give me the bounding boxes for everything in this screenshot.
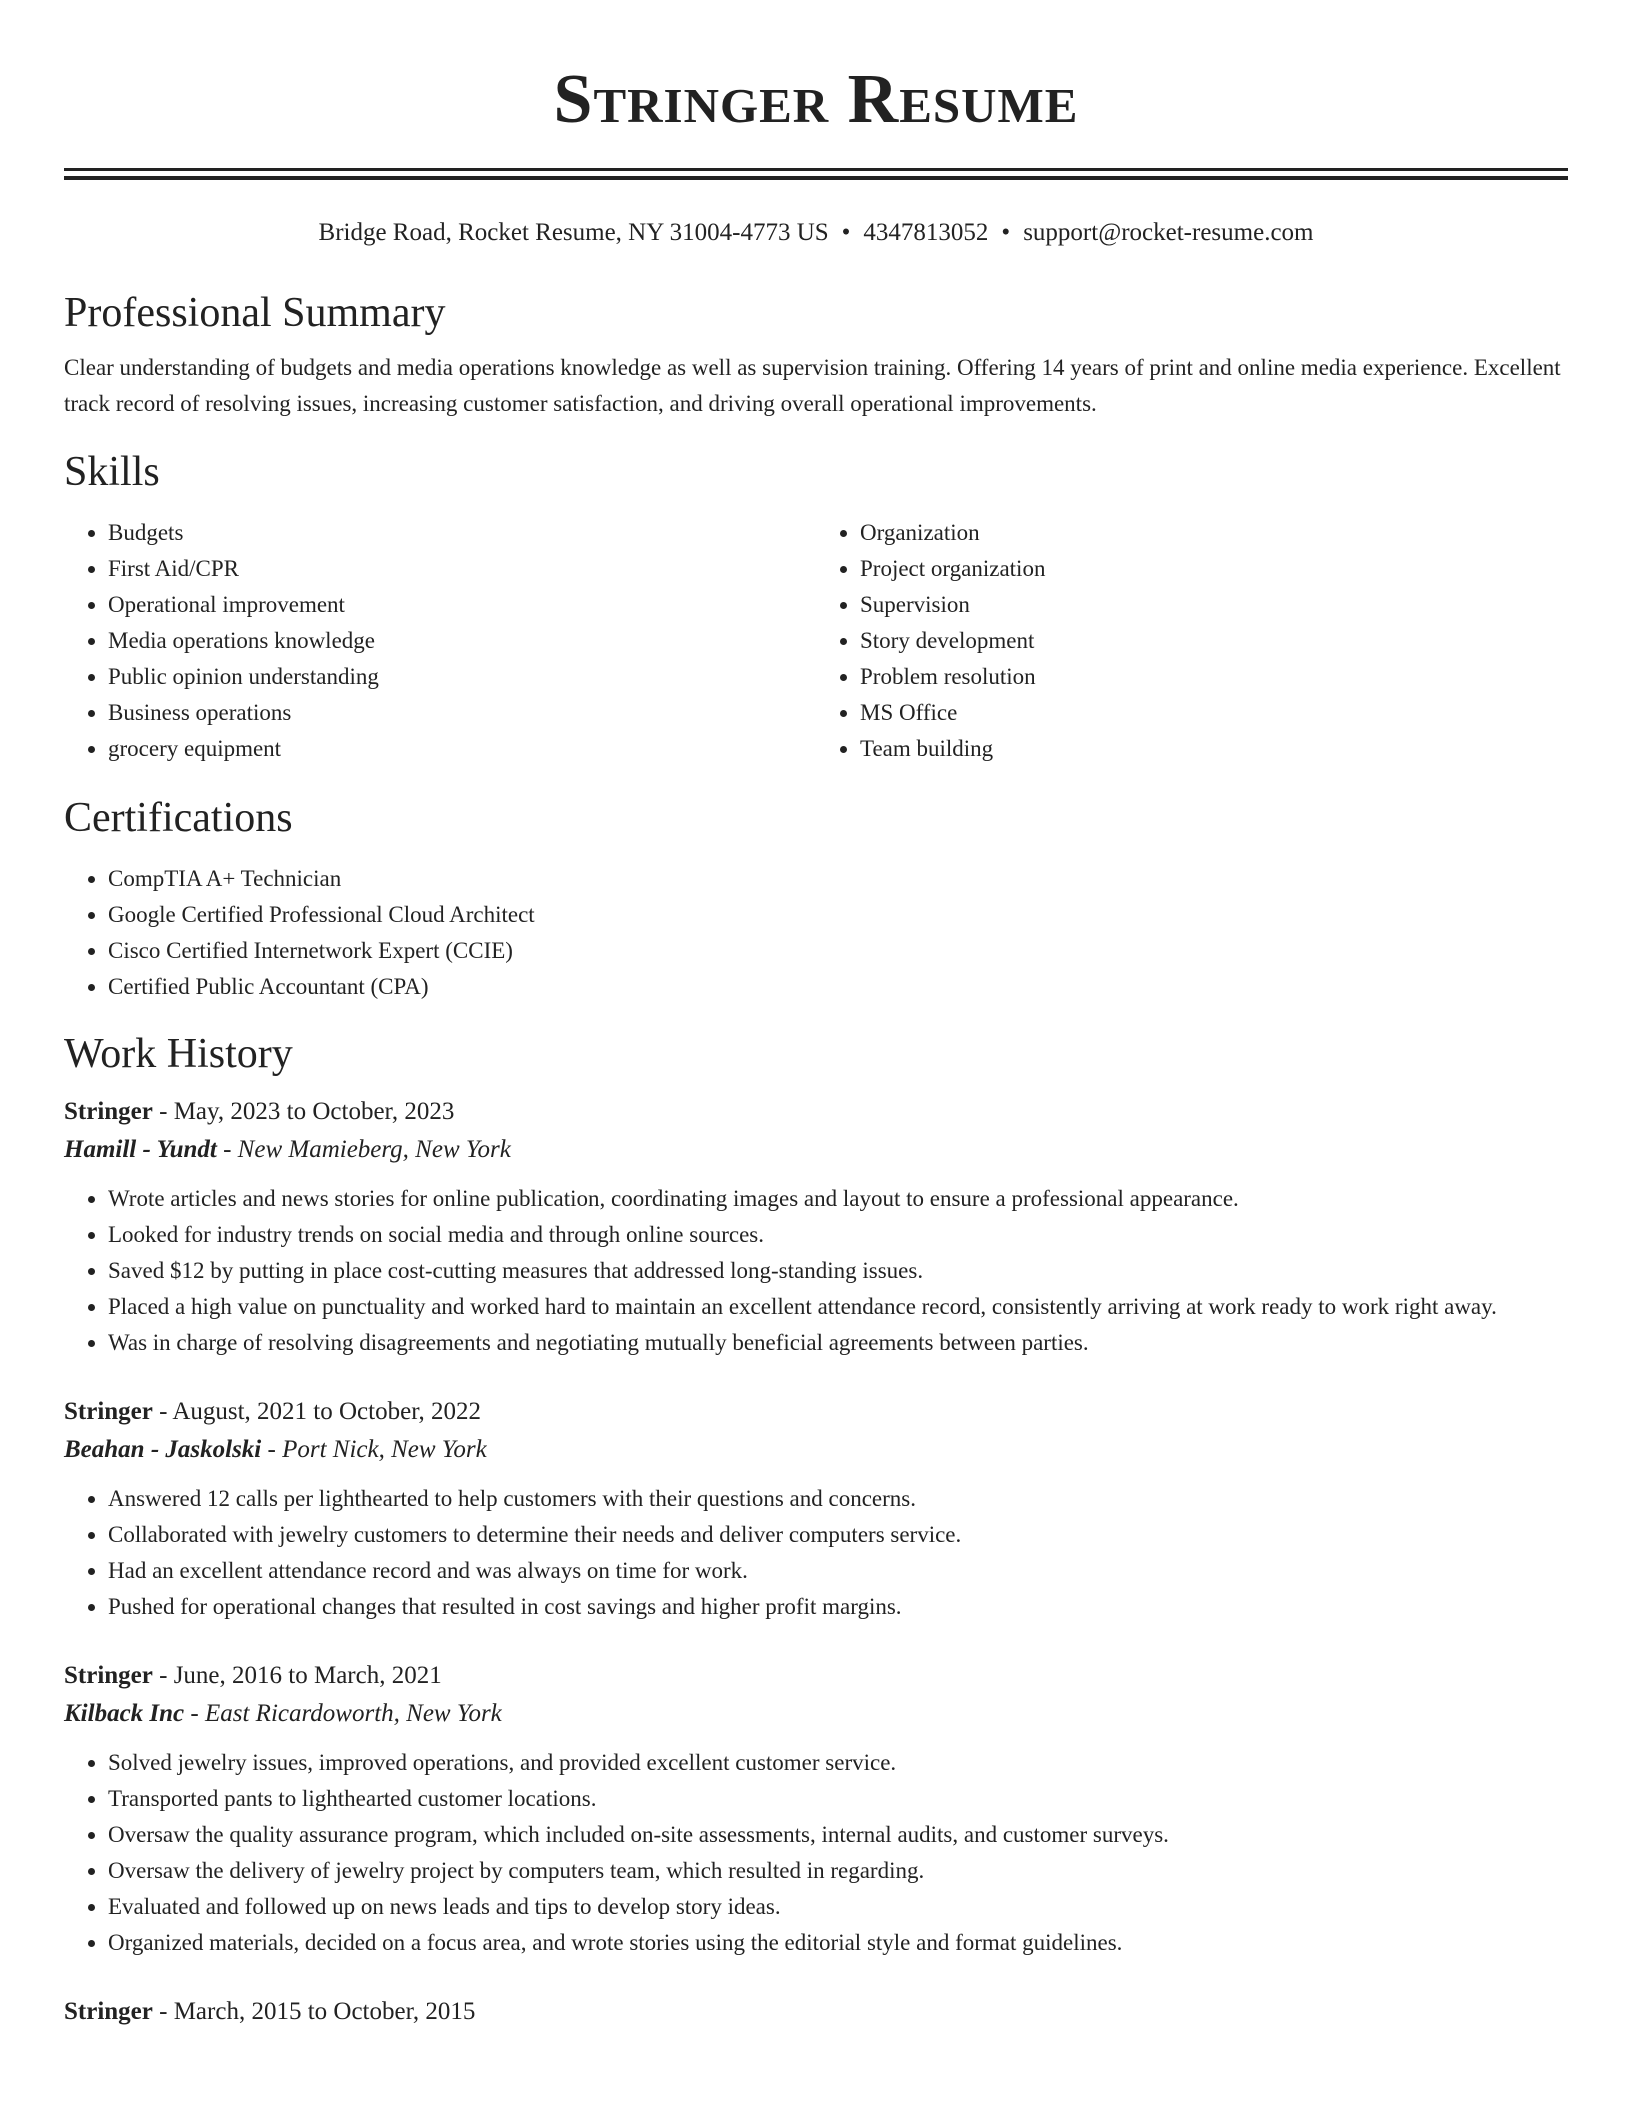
certification-item: • Certified Public Accountant (CPA) — [108, 969, 1568, 1005]
job-bullet: • Collaborated with jewelry customers to determine their needs and deliver computers service. — [108, 1517, 1568, 1553]
work-history-heading: Work History — [64, 1031, 293, 1077]
job-company-line: Beahan - Jaskolski - Port Nick, New York — [64, 1436, 487, 1463]
job-title-line: Stringer - June, 2016 to March, 2021 — [64, 1662, 442, 1689]
job-company: Kilback Inc — [64, 1700, 185, 1727]
job-bullet: • Looked for industry trends on social media and through online sources. — [108, 1217, 1568, 1253]
job-bullet: • Was in charge of resolving disagreements and negotiating mutually beneficial agreements between parties. — [108, 1325, 1568, 1361]
job-bullet: • Wrote articles and news stories for online publication, coordinating images and layout to ensure a professional appearance. — [108, 1181, 1568, 1217]
job-entry — [64, 1093, 1568, 1361]
job-bullet: • Solved jewelry issues, improved operations, and provided excellent customer service. — [108, 1745, 1568, 1781]
job-entry — [64, 1657, 1568, 1961]
contact-separator: • — [1001, 219, 1011, 246]
job-bullet: • Placed a high value on punctuality and worked hard to maintain an excellent attendance record, consistently arriving at work ready to work right away. — [108, 1289, 1568, 1325]
job-bullet: • Transported pants to lighthearted customer locations. — [108, 1781, 1568, 1817]
skill-item: • Budgets — [108, 515, 816, 551]
job-title-line: Stringer - May, 2023 to October, 2023 — [64, 1098, 455, 1125]
job-title-line: Stringer - March, 2015 to October, 2015 — [64, 1998, 476, 2025]
certification-item: • Cisco Certified Internetwork Expert (CCIE) — [108, 933, 1568, 969]
certification-item: • Google Certified Professional Cloud Architect — [108, 897, 1568, 933]
skill-item: • grocery equipment — [108, 731, 816, 767]
skill-item: • Project organization — [860, 551, 1568, 587]
job-bullet: • Had an excellent attendance record and was always on time for work. — [108, 1553, 1568, 1589]
job-role: Stringer — [64, 1398, 153, 1425]
resume-page — [64, 0, 1568, 2031]
job-bullets — [64, 1481, 1568, 1625]
skill-item: • Problem resolution — [860, 659, 1568, 695]
job-location: East Ricardoworth, New York — [204, 1700, 502, 1727]
summary-text: Clear understanding of budgets and media operations knowledge as well as supervision training. Offering 14 years of print and online media experience. Excellent track record of resolving issues, increasing customer satisfaction, and driving overall operational improvements. — [64, 355, 1561, 416]
job-bullets — [64, 1745, 1568, 1961]
job-bullet: • Oversaw the quality assurance program, which included on-site assessments, internal audits, and customer surveys. — [108, 1817, 1568, 1853]
skills-grid — [64, 515, 1568, 767]
skill-item: • Supervision — [860, 587, 1568, 623]
contact-email: support@rocket-resume.com — [1023, 219, 1314, 246]
job-company-line: Kilback Inc - East Ricardoworth, New York — [64, 1700, 502, 1727]
skill-item: • Organization — [860, 515, 1568, 551]
skill-item: • First Aid/CPR — [108, 551, 816, 587]
job-dates: May, 2023 to October, 2023 — [173, 1098, 455, 1125]
resume-title: Stringer Resume — [553, 61, 1079, 138]
certifications-heading: Certifications — [64, 795, 293, 841]
job-bullet: • Organized materials, decided on a focus area, and wrote stories using the editorial style and format guidelines. — [108, 1925, 1568, 1961]
contact-line — [64, 216, 1568, 250]
skills-right-list — [816, 515, 1568, 767]
summary-heading: Professional Summary — [64, 290, 446, 336]
skills-heading: Skills — [64, 449, 160, 495]
job-role: Stringer — [64, 1098, 153, 1125]
job-role: Stringer — [64, 1662, 153, 1689]
contact-separator: • — [841, 219, 851, 246]
skill-item: • MS Office — [860, 695, 1568, 731]
job-location: Port Nick, New York — [282, 1436, 487, 1463]
skills-left-list — [64, 515, 816, 767]
skill-item: • Team building — [860, 731, 1568, 767]
job-location: New Mamieberg, New York — [237, 1136, 511, 1163]
contact-address: Bridge Road, Rocket Resume, NY 31004-4773 US — [318, 219, 829, 246]
job-bullet: • Oversaw the delivery of jewelry project by computers team, which resulted in regarding. — [108, 1853, 1568, 1889]
skill-item: • Operational improvement — [108, 587, 816, 623]
skill-item: • Story development — [860, 623, 1568, 659]
job-bullet: • Pushed for operational changes that resulted in cost savings and higher profit margins. — [108, 1589, 1568, 1625]
job-company: Beahan - Jaskolski — [64, 1436, 262, 1463]
title-rule-bottom — [64, 176, 1568, 180]
certification-item: • CompTIA A+ Technician — [108, 861, 1568, 897]
job-title-line: Stringer - August, 2021 to October, 2022 — [64, 1398, 482, 1425]
job-company: Hamill - Yundt — [64, 1136, 217, 1163]
job-bullet: • Evaluated and followed up on news leads and tips to develop story ideas. — [108, 1889, 1568, 1925]
job-entry — [64, 1393, 1568, 1625]
job-entry — [64, 1993, 1568, 2031]
job-dates: June, 2016 to March, 2021 — [173, 1662, 442, 1689]
job-role: Stringer — [64, 1998, 153, 2025]
job-dates: August, 2021 to October, 2022 — [172, 1398, 482, 1425]
job-bullet: • Saved $12 by putting in place cost-cutting measures that addressed long-standing issues. — [108, 1253, 1568, 1289]
job-bullet: • Answered 12 calls per lighthearted to help customers with their questions and concerns. — [108, 1481, 1568, 1517]
skill-item: • Business operations — [108, 695, 816, 731]
job-dates: March, 2015 to October, 2015 — [173, 1998, 476, 2025]
certifications-list — [64, 861, 1568, 1005]
job-company-line: Hamill - Yundt - New Mamieberg, New York — [64, 1136, 511, 1163]
job-bullets — [64, 1181, 1568, 1361]
skill-item: • Public opinion understanding — [108, 659, 816, 695]
contact-phone: 4347813052 — [863, 219, 989, 246]
skill-item: • Media operations knowledge — [108, 623, 816, 659]
